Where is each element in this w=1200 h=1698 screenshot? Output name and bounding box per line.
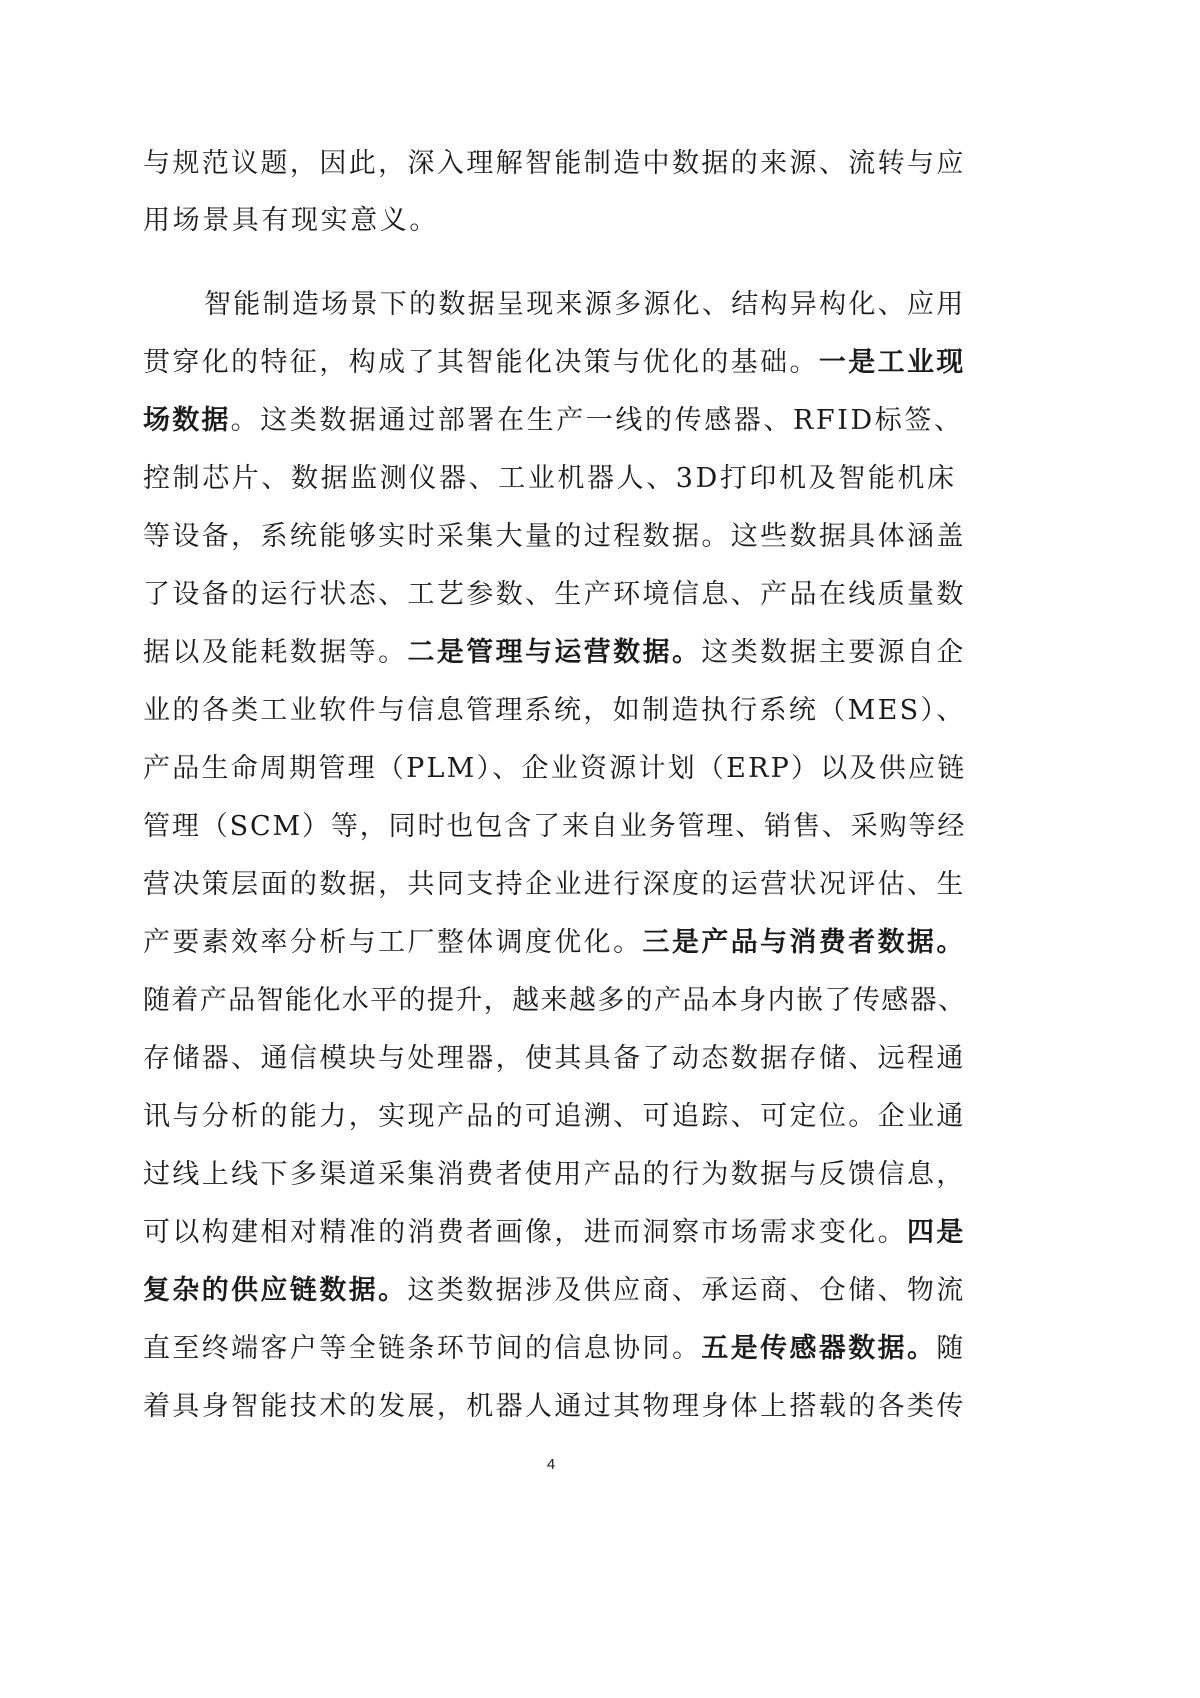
text-line-17 — [143, 1100, 966, 1134]
line-text: 智能制造场景下的数据呈现来源多源化、结构异构化、应用 — [204, 289, 966, 320]
text-line-11 — [143, 752, 966, 786]
line-text: 控制芯片、数据监测仪器、工业机器人、3D打印机及智能机床 — [143, 463, 957, 494]
line-text: 着具身智能技术的发展，机器人通过其物理身体上搭载的各类传 — [143, 1391, 966, 1422]
text-line-1 — [143, 147, 966, 181]
line-text: 业的各类工业软件与信息管理系统，如制造执行系统（MES）、 — [143, 695, 966, 726]
line-text: 了设备的运行状态、工艺参数、生产环境信息、产品在线质量数 — [143, 579, 966, 610]
line-text: 用场景具有现实意义。 — [143, 205, 439, 236]
line-text: 随 — [936, 1333, 966, 1364]
text-line-16 — [143, 1042, 966, 1076]
text-line-20 — [143, 1274, 966, 1308]
text-line-8 — [143, 578, 966, 612]
bold-heading: 三是产品与消费者数据。 — [642, 927, 966, 958]
bold-heading: 二是管理与运营数据。 — [407, 637, 702, 668]
line-text: 据以及能耗数据等。 — [143, 637, 408, 668]
text-line-3 — [204, 288, 966, 322]
text-line-19 — [143, 1216, 966, 1250]
line-text: 这类数据涉及供应商、承运商、仓储、物流 — [407, 1275, 966, 1306]
line-text: 直至终端客户等全链条环节间的信息协同。 — [143, 1333, 702, 1364]
text-line-22 — [143, 1390, 966, 1424]
line-text: 可以构建相对精准的消费者画像，进而洞察市场需求变化。 — [143, 1217, 908, 1248]
bold-heading: 五是传感器数据。 — [701, 1333, 937, 1364]
line-text: 。这类数据通过部署在生产一线的传感器、RFID标签、 — [230, 405, 964, 436]
text-line-14 — [143, 926, 966, 960]
page-number: 4 — [546, 1456, 556, 1473]
line-text: 管理（SCM）等，同时也包含了来自业务管理、销售、采购等经 — [143, 811, 967, 842]
text-line-9 — [143, 636, 966, 670]
text-line-7 — [143, 520, 966, 554]
bold-heading: 四是 — [907, 1217, 966, 1248]
text-line-18 — [143, 1158, 966, 1192]
line-text: 随着产品智能化水平的提升，越来越多的产品本身内嵌了传感器、 — [143, 985, 967, 1016]
line-text: 过线上线下多渠道采集消费者使用产品的行为数据与反馈信息， — [143, 1159, 966, 1190]
text-line-12 — [143, 810, 966, 844]
line-text: 产品生命周期管理（PLM）、企业资源计划（ERP）以及供应链 — [143, 753, 967, 784]
text-line-4 — [143, 346, 966, 380]
text-line-2 — [143, 204, 439, 238]
line-text: 与规范议题，因此，深入理解智能制造中数据的来源、流转与应 — [143, 148, 966, 179]
line-text: 等设备，系统能够实时采集大量的过程数据。这些数据具体涵盖 — [143, 521, 966, 552]
text-line-10 — [143, 694, 966, 728]
line-text: 产要素效率分析与工厂整体调度优化。 — [143, 927, 643, 958]
line-text: 营决策层面的数据，共同支持企业进行深度的运营状况评估、生 — [143, 869, 966, 900]
line-text: 讯与分析的能力，实现产品的可追溯、可追踪、可定位。企业通 — [143, 1101, 966, 1132]
bold-heading: 场数据 — [143, 405, 231, 436]
line-text: 贯穿化的特征，构成了其智能化决策与优化的基础。 — [143, 347, 819, 378]
text-line-21 — [143, 1332, 966, 1366]
text-line-15 — [143, 984, 966, 1018]
line-text: 存储器、通信模块与处理器，使其具备了动态数据存储、远程通 — [143, 1043, 966, 1074]
line-text: 这类数据主要源自企 — [701, 637, 966, 668]
text-line-6 — [143, 462, 957, 496]
text-line-5 — [143, 404, 964, 438]
bold-heading: 一是工业现 — [818, 347, 966, 378]
bold-heading: 复杂的供应链数据。 — [143, 1275, 408, 1306]
text-line-13 — [143, 868, 966, 902]
